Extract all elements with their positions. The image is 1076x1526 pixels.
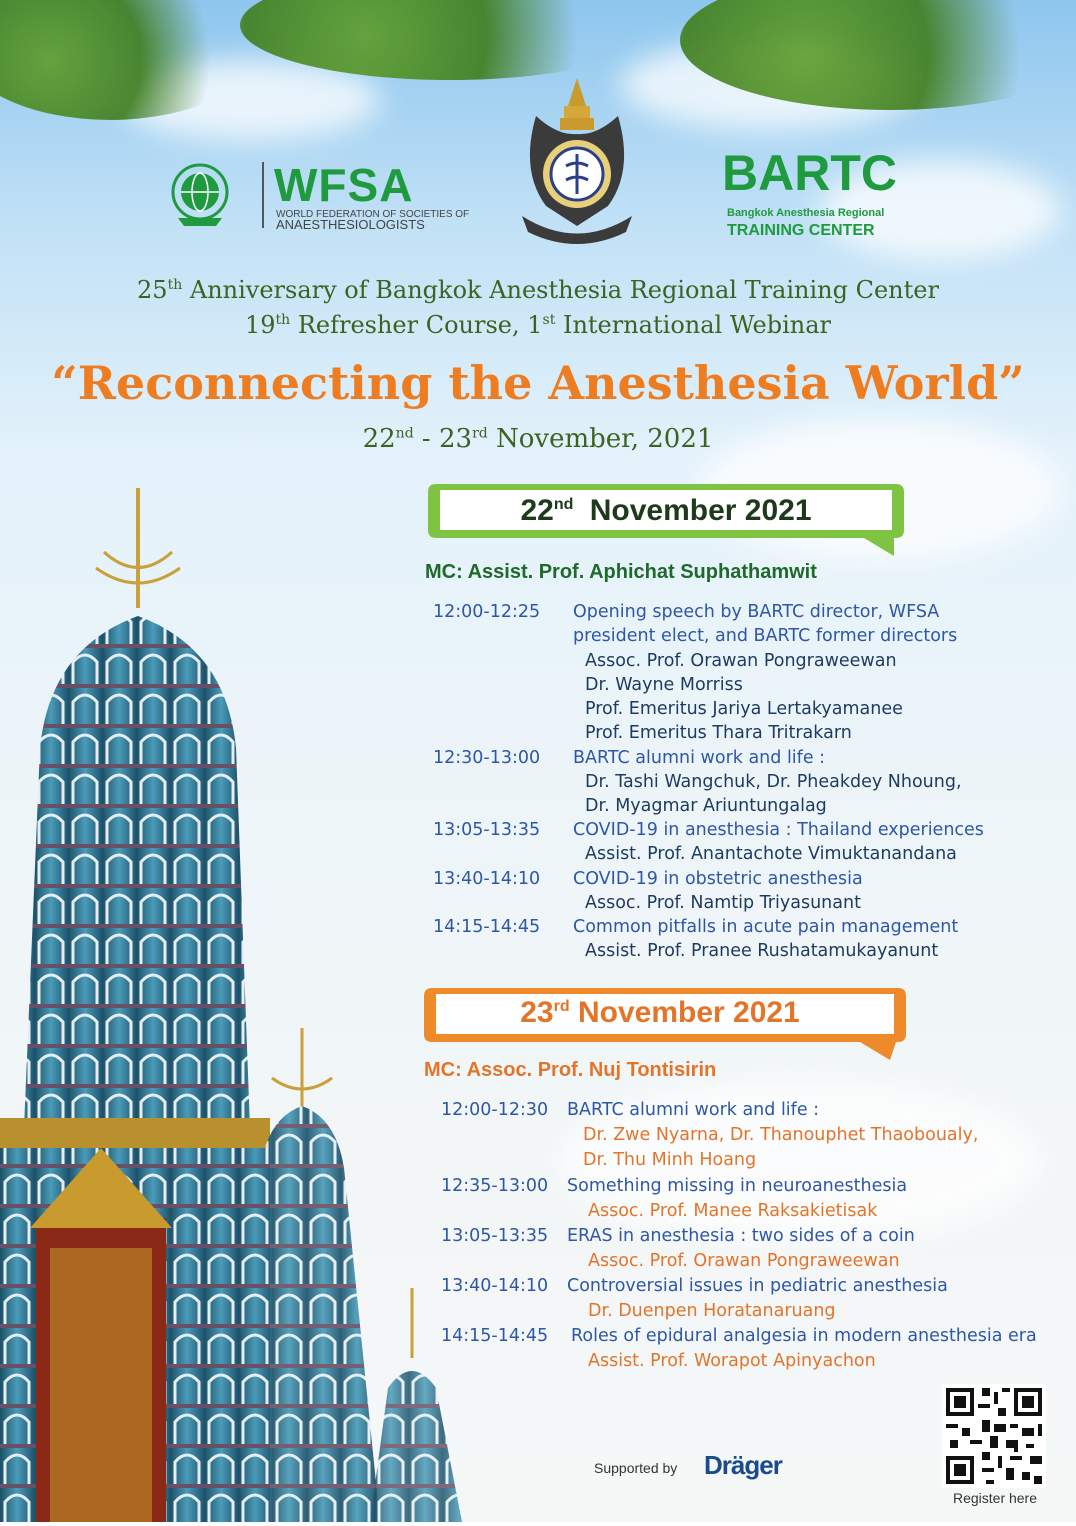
day1-topic-4: COVID-19 in obstetric anesthesia [573, 869, 863, 889]
bartc-name: BARTC [722, 145, 897, 201]
day2-topic-4: Controversial issues in pediatric anesthesia [567, 1276, 948, 1296]
day1-speaker: Dr. Myagmar Ariuntungalag [585, 796, 827, 816]
day1-time-4: 13:40-14:10 [433, 869, 541, 889]
day1-topic-2: BARTC alumni work and life : [573, 748, 826, 768]
day2-time-4: 13:40-14:10 [441, 1276, 549, 1296]
day2-banner-label: 23rd November 2021 [520, 996, 800, 1029]
wfsa-divider [262, 162, 264, 228]
day2-topic-1: BARTC alumni work and life : [567, 1100, 820, 1120]
day2-topic-5: Roles of epidural analgesia in modern anesthesia era [571, 1326, 1037, 1346]
day1-speaker: Dr. Wayne Morriss [585, 675, 743, 695]
wfsa-subtitle-2: ANAESTHESIOLOGISTS [276, 217, 425, 232]
sponsor-logo: Dräger [704, 1450, 782, 1480]
day1-speaker: Assist. Prof. Anantachote Vimuktanandana [585, 844, 957, 864]
day1-topic-3: COVID-19 in anesthesia : Thailand experiences [573, 820, 984, 840]
wfsa-name: WFSA [274, 159, 414, 211]
royal-college-emblem [516, 76, 638, 248]
day1-topic-5: Common pitfalls in acute pain management [573, 917, 959, 937]
day1-time-2: 12:30-13:00 [433, 748, 541, 768]
anniversary-line: 25th Anniversary of Bangkok Anesthesia Regional Training Center [137, 276, 939, 304]
day1-speaker: Prof. Emeritus Jariya Lertakyamanee [585, 699, 903, 719]
day2-time-1: 12:00-12:30 [441, 1100, 549, 1120]
day1-time-1: 12:00-12:25 [433, 602, 541, 622]
day1-mc: MC: Assist. Prof. Aphichat Suphathamwit [425, 561, 817, 583]
supported-by-label: Supported by [594, 1460, 678, 1476]
day1-speaker: Dr. Tashi Wangchuk, Dr. Pheakdey Nhoung, [585, 772, 962, 792]
bartc-subtitle-2: TRAINING CENTER [727, 222, 875, 239]
main-title: “Reconnecting the Anesthesia World” [51, 356, 1025, 410]
day1-topic-1b: president elect, and BARTC former directors [573, 626, 958, 646]
day2-speaker: Assist. Prof. Worapot Apinyachon [588, 1351, 876, 1371]
wfsa-subtitle-1: WORLD FEDERATION OF SOCIETIES OF [276, 209, 470, 220]
day2-speaker: Dr. Thu Minh Hoang [583, 1150, 757, 1170]
bartc-subtitle-1: Bangkok Anesthesia Regional [727, 207, 885, 219]
day1-speaker: Prof. Emeritus Thara Tritrakarn [585, 723, 852, 743]
wfsa-globe-icon [170, 160, 230, 230]
day2-topic-2: Something missing in neuroanesthesia [567, 1176, 908, 1196]
day2-mc: MC: Assoc. Prof. Nuj Tontisirin [424, 1059, 717, 1081]
qr-code-icon [942, 1384, 1046, 1488]
day2-speaker: Dr. Zwe Nyarna, Dr. Thanouphet Thaoboualy, [583, 1125, 979, 1145]
day1-speaker: Assoc. Prof. Namtip Triyasunant [585, 893, 861, 913]
day1-banner-label: 22nd November 2021 [520, 494, 812, 527]
course-line: 19th Refresher Course, 1st International Webinar [244, 311, 832, 339]
day1-time-3: 13:05-13:35 [433, 820, 541, 840]
register-here-label: Register here [952, 1490, 1038, 1506]
day2-time-2: 12:35-13:00 [441, 1176, 549, 1196]
temple-illustration [0, 488, 470, 1526]
day2-speaker: Assoc. Prof. Manee Raksakietisak [588, 1201, 878, 1221]
day2-topic-3: ERAS in anesthesia : two sides of a coin [567, 1226, 915, 1246]
day1-time-5: 14:15-14:45 [433, 917, 541, 937]
day2-speaker: Dr. Duenpen Horatanaruang [588, 1301, 836, 1321]
day1-speaker: Assist. Prof. Pranee Rushatamukayanunt [585, 941, 939, 961]
day1-topic-1: Opening speech by BARTC director, WFSA [573, 602, 940, 622]
wfsa-logo [170, 160, 230, 234]
day2-time-3: 13:05-13:35 [441, 1226, 549, 1246]
day1-speaker: Assoc. Prof. Orawan Pongraweewan [585, 651, 897, 671]
day2-time-5: 14:15-14:45 [441, 1326, 549, 1346]
qr-code[interactable] [942, 1384, 1046, 1488]
event-dates: 22nd - 23rd November, 2021 [362, 424, 714, 454]
day2-speaker: Assoc. Prof. Orawan Pongraweewan [588, 1251, 900, 1271]
